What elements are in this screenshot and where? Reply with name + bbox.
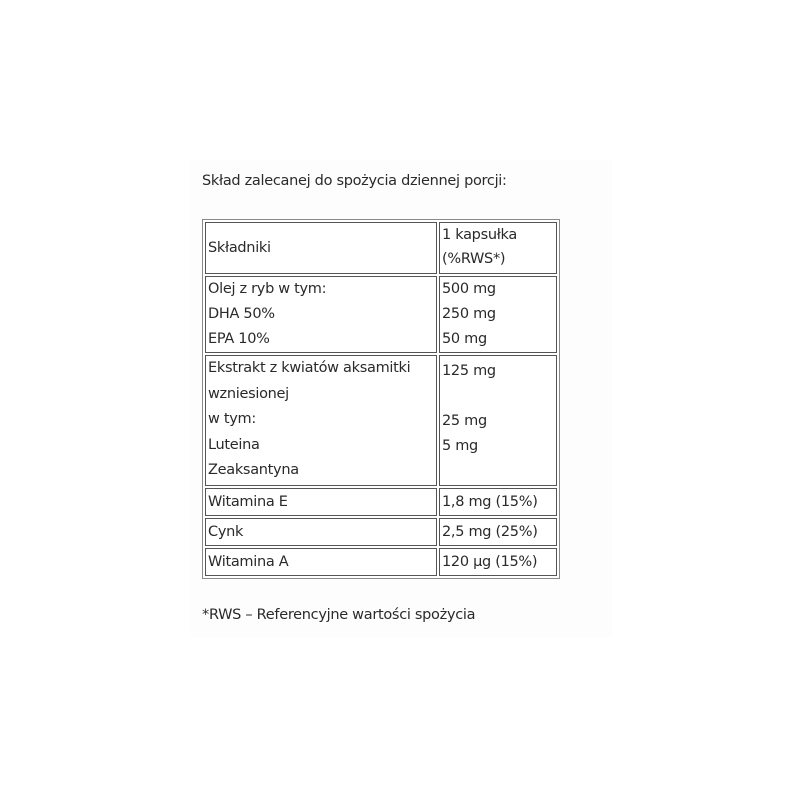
ingredient-name: wzniesionej [208, 385, 289, 402]
ingredient-name: Witamina A [205, 548, 437, 576]
ingredient-name: Luteina [208, 436, 260, 453]
ingredient-name: Witamina E [205, 488, 437, 516]
ingredient-name: w tym: [208, 411, 256, 427]
ingredient-value: 50 mg [442, 331, 487, 347]
ingredient-value: 25 mg [442, 413, 487, 429]
header-dose [439, 222, 557, 274]
table-header-row [205, 222, 557, 274]
ingredient-name: Ekstrakt z kwiatów aksamitki [208, 360, 411, 376]
ingredient-value: 1,8 mg (15%) [439, 488, 557, 516]
ingredient-cell [205, 276, 437, 353]
ingredient-name: Olej z ryb w tym: [208, 281, 327, 297]
ingredient-value: 125 mg [442, 363, 496, 379]
ingredient-name: EPA 10% [208, 331, 270, 347]
value-cell [439, 276, 557, 353]
header-ingredients: Składniki [205, 222, 437, 274]
table-row [205, 518, 557, 546]
ingredient-name: DHA 50% [208, 306, 275, 322]
ingredient-name: Cynk [205, 518, 437, 546]
ingredient-value: 120 µg (15%) [439, 548, 557, 576]
value-cell [439, 355, 557, 486]
value-spacer [442, 384, 554, 409]
table-row [205, 355, 557, 486]
table-row [205, 548, 557, 576]
ingredient-value: 500 mg [442, 281, 496, 297]
ingredient-name: Zeaksantyna [208, 462, 299, 478]
ingredient-cell [205, 355, 437, 486]
table-row [205, 276, 557, 353]
ingredient-value: 2,5 mg (25%) [439, 518, 557, 546]
nutrition-table [202, 219, 560, 579]
table-row [205, 488, 557, 516]
intro-text: Skład zalecanej do spożycia dziennej porcji: [202, 173, 507, 189]
header-dose-line: (%RWS*) [442, 251, 506, 267]
ingredient-value: 250 mg [442, 306, 496, 322]
footnote-text: *RWS – Referencyjne wartości spożycia [202, 607, 476, 623]
header-dose-line: 1 kapsułka [442, 227, 517, 243]
ingredient-value: 5 mg [442, 438, 478, 454]
